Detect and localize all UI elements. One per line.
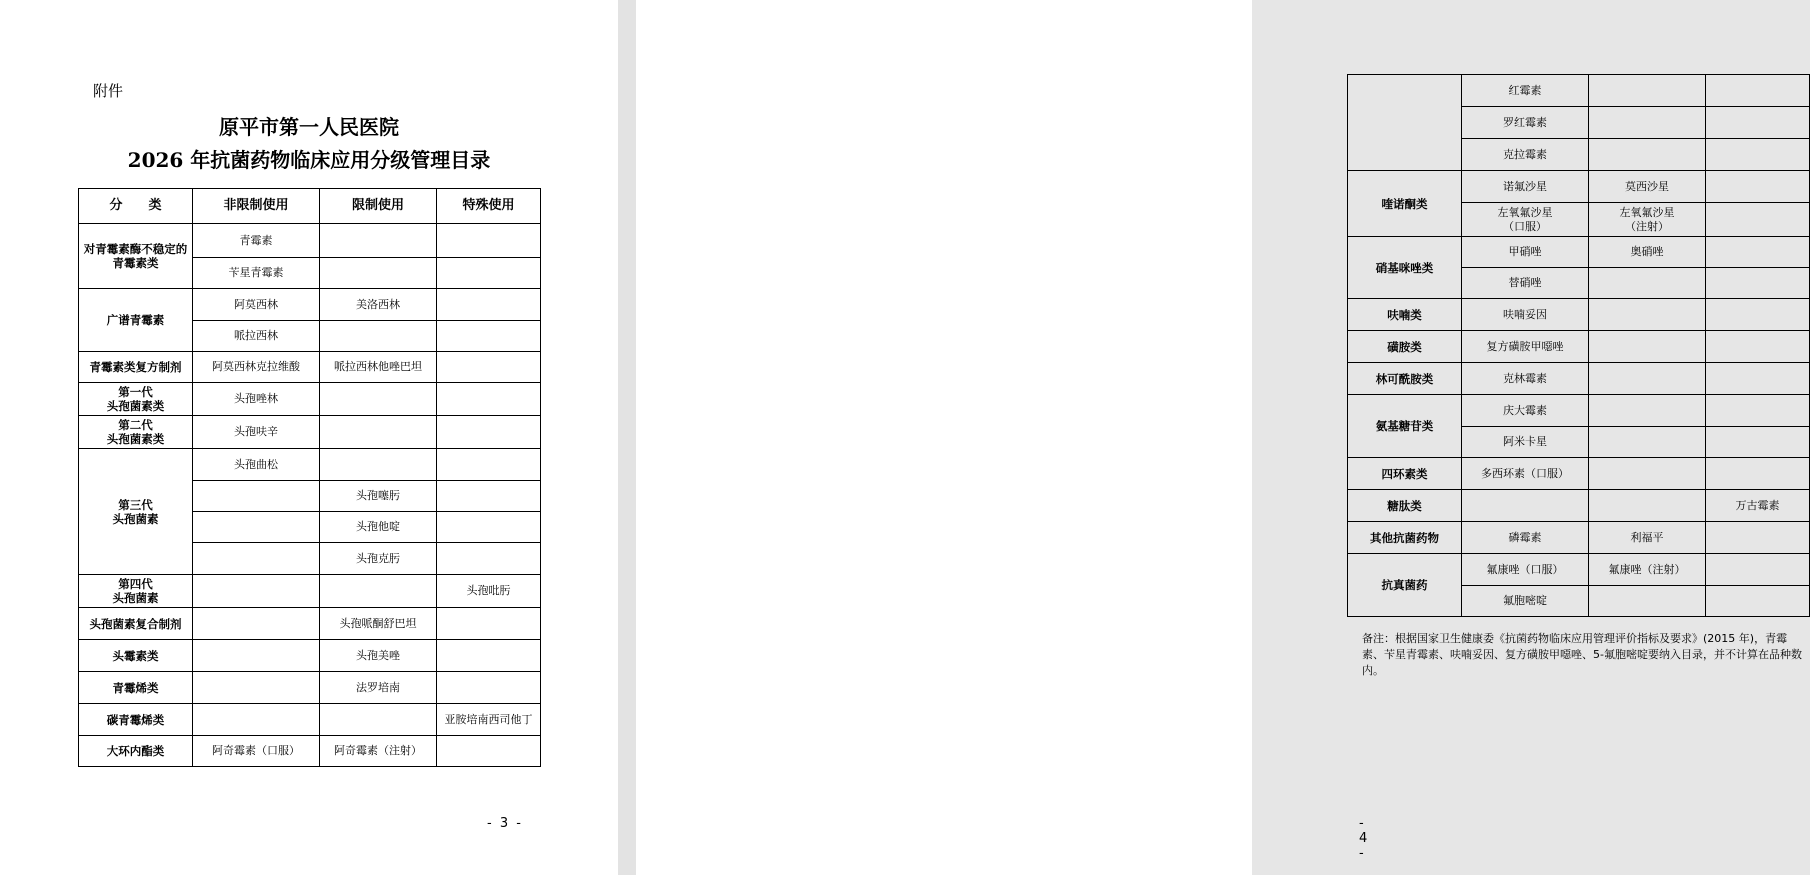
restricted-cell: [320, 383, 437, 416]
document-page-4: [636, 0, 1802, 875]
category-cell: 碳青霉烯类: [79, 704, 193, 736]
category-cell: 抗真菌药: [1348, 554, 1462, 617]
restricted-cell: [1589, 107, 1706, 139]
category-cell: [1348, 75, 1462, 171]
unrestricted-cell: 甲硝唑: [1462, 237, 1589, 268]
restricted-cell: [1589, 427, 1706, 458]
restricted-cell: [320, 224, 437, 258]
special-cell: [1706, 427, 1810, 458]
restricted-cell: 头孢克肟: [320, 543, 437, 575]
unrestricted-cell: 哌拉西林: [193, 321, 320, 352]
table-row: [79, 608, 541, 640]
table-row: [1348, 331, 1810, 363]
unrestricted-cell: 诺氟沙星: [1462, 171, 1589, 203]
restricted-cell: 法罗培南: [320, 672, 437, 704]
header-unrestricted: 非限制使用: [193, 189, 320, 224]
category-cell: 第四代 头孢菌素: [79, 575, 193, 608]
table-row: [1348, 490, 1810, 522]
restricted-cell: [320, 258, 437, 289]
special-cell: [437, 321, 541, 352]
unrestricted-cell: 头孢呋辛: [193, 416, 320, 449]
special-cell: [1706, 268, 1810, 299]
category-cell: 磺胺类: [1348, 331, 1462, 363]
special-cell: [437, 543, 541, 575]
restricted-cell: [320, 416, 437, 449]
unrestricted-cell: [193, 481, 320, 512]
special-cell: [437, 224, 541, 258]
restricted-cell: [320, 704, 437, 736]
category-cell: 大环内酯类: [79, 736, 193, 767]
unrestricted-cell: 苄星青霉素: [193, 258, 320, 289]
unrestricted-cell: 头孢曲松: [193, 449, 320, 481]
document-page-3: [0, 0, 618, 875]
unrestricted-cell: [193, 672, 320, 704]
unrestricted-cell: 替硝唑: [1462, 268, 1589, 299]
unrestricted-cell: 氟康唑（口服）: [1462, 554, 1589, 586]
special-cell: 头孢吡肟: [437, 575, 541, 608]
category-cell: 第三代 头孢菌素: [79, 449, 193, 575]
restricted-cell: [1589, 458, 1706, 490]
unrestricted-cell: 阿莫西林: [193, 289, 320, 321]
special-cell: [1706, 299, 1810, 331]
restricted-cell: [1589, 75, 1706, 107]
restricted-cell: 头孢哌酮舒巴坦: [320, 608, 437, 640]
antibiotic-catalog-table: [78, 188, 541, 767]
category-cell: 青霉烯类: [79, 672, 193, 704]
table-row: [79, 736, 541, 767]
table-row: [1348, 363, 1810, 395]
restricted-cell: [1589, 299, 1706, 331]
category-cell: 第一代 头孢菌素类: [79, 383, 193, 416]
special-cell: 万古霉素: [1706, 490, 1810, 522]
unrestricted-cell: 阿米卡星: [1462, 427, 1589, 458]
restricted-cell: [320, 575, 437, 608]
category-cell: 四环素类: [1348, 458, 1462, 490]
header-special: 特殊使用: [437, 189, 541, 224]
special-cell: [1706, 554, 1810, 586]
table-row: [1348, 458, 1810, 490]
page-gutter: [618, 0, 636, 875]
table-row: [79, 289, 541, 321]
restricted-cell: 氟康唑（注射）: [1589, 554, 1706, 586]
table-row: [1348, 522, 1810, 554]
table-row: [79, 672, 541, 704]
special-cell: [1706, 522, 1810, 554]
special-cell: [1706, 237, 1810, 268]
special-cell: [1706, 203, 1810, 237]
restricted-cell: [320, 449, 437, 481]
category-cell: 其他抗菌药物: [1348, 522, 1462, 554]
document-title-hospital: 原平市第一人民医院: [219, 115, 399, 139]
document-title-catalog: 2026 年抗菌药物临床应用分级管理目录: [127, 148, 491, 172]
special-cell: [1706, 171, 1810, 203]
special-cell: 亚胺培南西司他丁: [437, 704, 541, 736]
table-row: [1348, 395, 1810, 427]
unrestricted-cell: 阿莫西林克拉维酸: [193, 352, 320, 383]
category-cell: 硝基咪唑类: [1348, 237, 1462, 299]
table-row: [79, 416, 541, 449]
unrestricted-cell: [1462, 490, 1589, 522]
unrestricted-cell: 呋喃妥因: [1462, 299, 1589, 331]
special-cell: [1706, 107, 1810, 139]
table-row: [1348, 237, 1810, 268]
restricted-cell: 头孢他啶: [320, 512, 437, 543]
restricted-cell: [320, 321, 437, 352]
unrestricted-cell: [193, 543, 320, 575]
restricted-cell: [1589, 331, 1706, 363]
unrestricted-cell: [193, 575, 320, 608]
table-row: [79, 449, 541, 481]
table-row: [1348, 171, 1810, 203]
special-cell: [437, 352, 541, 383]
restricted-cell: 哌拉西林他唑巴坦: [320, 352, 437, 383]
category-cell: 对青霉素酶不稳定的青霉素类: [79, 224, 193, 289]
restricted-cell: 头孢噻肟: [320, 481, 437, 512]
category-cell: 氨基糖苷类: [1348, 395, 1462, 458]
header-category: 分 类: [79, 189, 193, 224]
table-header-row: [79, 189, 541, 224]
unrestricted-cell: 氟胞嘧啶: [1462, 586, 1589, 617]
unrestricted-cell: 克林霉素: [1462, 363, 1589, 395]
category-cell: 广谱青霉素: [79, 289, 193, 352]
category-cell: 喹诺酮类: [1348, 171, 1462, 237]
special-cell: [437, 640, 541, 672]
attachment-label: 附件: [93, 82, 124, 100]
table-row: [79, 383, 541, 416]
unrestricted-cell: [193, 608, 320, 640]
restricted-cell: 莫西沙星: [1589, 171, 1706, 203]
restricted-cell: 头孢美唑: [320, 640, 437, 672]
unrestricted-cell: 庆大霉素: [1462, 395, 1589, 427]
unrestricted-cell: 多西环素（口服）: [1462, 458, 1589, 490]
table-row: [1348, 75, 1810, 107]
special-cell: [1706, 458, 1810, 490]
restricted-cell: [1589, 395, 1706, 427]
table-row: [79, 640, 541, 672]
special-cell: [1706, 139, 1810, 171]
special-cell: [437, 289, 541, 321]
table-row: [79, 575, 541, 608]
antibiotic-catalog-table-continued: [1347, 74, 1810, 617]
category-cell: 第二代 头孢菌素类: [79, 416, 193, 449]
unrestricted-cell: 阿奇霉素（口服）: [193, 736, 320, 767]
header-restricted: 限制使用: [320, 189, 437, 224]
special-cell: [437, 258, 541, 289]
restricted-cell: [1589, 490, 1706, 522]
restricted-cell: [1589, 139, 1706, 171]
special-cell: [437, 608, 541, 640]
restricted-cell: 美洛西林: [320, 289, 437, 321]
special-cell: [1706, 331, 1810, 363]
unrestricted-cell: 克拉霉素: [1462, 139, 1589, 171]
unrestricted-cell: 红霉素: [1462, 75, 1589, 107]
special-cell: [1706, 395, 1810, 427]
special-cell: [437, 512, 541, 543]
table-row: [79, 704, 541, 736]
unrestricted-cell: 头孢唑林: [193, 383, 320, 416]
category-cell: 呋喃类: [1348, 299, 1462, 331]
restricted-cell: [1589, 586, 1706, 617]
unrestricted-cell: 复方磺胺甲噁唑: [1462, 331, 1589, 363]
unrestricted-cell: 左氧氟沙星 （口服）: [1462, 203, 1589, 237]
category-cell: 青霉素类复方制剂: [79, 352, 193, 383]
special-cell: [437, 672, 541, 704]
restricted-cell: 利福平: [1589, 522, 1706, 554]
special-cell: [437, 481, 541, 512]
unrestricted-cell: 青霉素: [193, 224, 320, 258]
special-cell: [1706, 363, 1810, 395]
table-row: [1348, 554, 1810, 586]
restricted-cell: [1589, 363, 1706, 395]
category-cell: 头孢菌素复合制剂: [79, 608, 193, 640]
unrestricted-cell: [193, 512, 320, 543]
table-row: [79, 224, 541, 258]
special-cell: [1706, 586, 1810, 617]
page-number: - 4 -: [1359, 816, 1370, 861]
unrestricted-cell: 磷霉素: [1462, 522, 1589, 554]
restricted-cell: 阿奇霉素（注射）: [320, 736, 437, 767]
table-row: [1348, 299, 1810, 331]
footnote: 备注：根据国家卫生健康委《抗菌药物临床应用管理评价指标及要求》(2015 年)，青霉素、苄星青霉素、呋喃妥因、复方磺胺甲噁唑、5-氟胞嘧啶要纳入目录，并不计算在品种数内。: [1362, 632, 1802, 677]
category-cell: 糖肽类: [1348, 490, 1462, 522]
special-cell: [437, 449, 541, 481]
restricted-cell: 左氧氟沙星 （注射）: [1589, 203, 1706, 237]
special-cell: [437, 416, 541, 449]
unrestricted-cell: 罗红霉素: [1462, 107, 1589, 139]
special-cell: [437, 736, 541, 767]
table-row: [79, 352, 541, 383]
unrestricted-cell: [193, 640, 320, 672]
page-number: - 3 -: [487, 816, 523, 831]
category-cell: 头霉素类: [79, 640, 193, 672]
category-cell: 林可酰胺类: [1348, 363, 1462, 395]
unrestricted-cell: [193, 704, 320, 736]
special-cell: [437, 383, 541, 416]
restricted-cell: 奥硝唑: [1589, 237, 1706, 268]
special-cell: [1706, 75, 1810, 107]
restricted-cell: [1589, 268, 1706, 299]
